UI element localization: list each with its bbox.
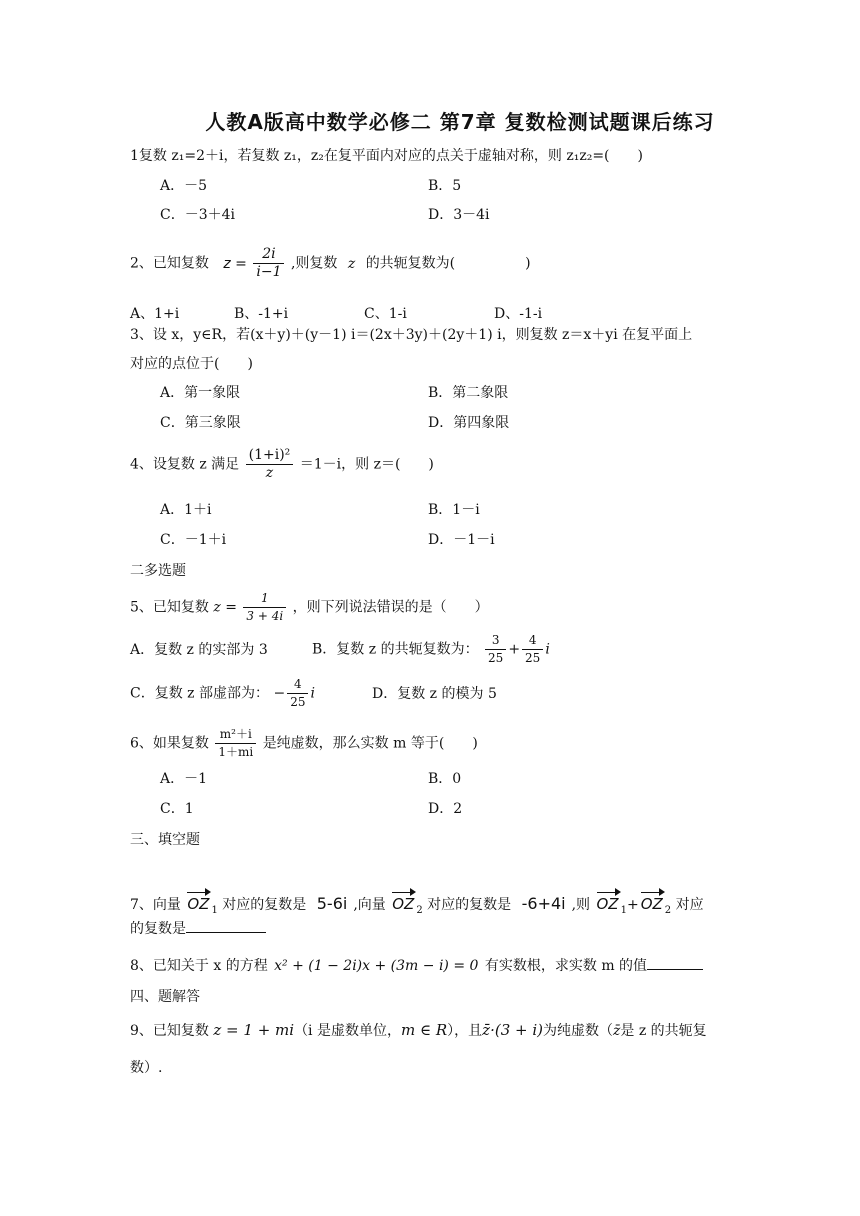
- q6-option-b: B．0: [428, 771, 462, 787]
- q2-suffix: ,则复数: [290, 255, 338, 272]
- q2-option-d: D、-1-i: [494, 306, 543, 322]
- q5-option-a: A．复数 z 的实部为 3: [130, 642, 268, 658]
- q8-suffix: 有实数根，求实数 m 的值: [484, 958, 648, 974]
- q7-v4: OZ: [640, 895, 663, 913]
- q5-c-num: 4: [287, 676, 308, 694]
- q6-option-a: A．－1: [160, 771, 208, 787]
- q9-mid3: 为纯虚数（: [543, 1023, 613, 1039]
- q7-v3-sub: 1: [620, 904, 627, 916]
- q7-v1: OZ: [187, 895, 210, 913]
- vector-oz1: [187, 892, 209, 914]
- q7-v2: OZ: [392, 895, 415, 913]
- q6-option-d: D．2: [428, 801, 463, 817]
- q5-suffix: ，则下列说法错误的是（ ）: [292, 599, 489, 616]
- q5-c-minus: −: [273, 685, 286, 702]
- question-4-stem: [130, 447, 434, 482]
- q2-var: z: [347, 255, 356, 272]
- q5-option-c: [130, 676, 315, 711]
- q5-b-f1-den: 25: [488, 651, 504, 665]
- vector-oz2: [392, 892, 414, 914]
- q9-mid2: ），且: [447, 1023, 483, 1039]
- question-7-stem-line1: [130, 892, 704, 921]
- q3-option-a: A．第一象限: [160, 385, 241, 401]
- q9-tail: 是 z 的共轭复: [620, 1023, 707, 1039]
- q7-v1-sub: 1: [211, 904, 218, 916]
- q2-formula-lhs: z =: [223, 255, 247, 272]
- q5-option-c-fraction: [287, 676, 308, 711]
- q6-fraction: [215, 726, 256, 761]
- q9-mid: （i 是虚数单位，: [294, 1023, 401, 1039]
- question-2-stem: [130, 246, 531, 281]
- q8-answer-blank: [647, 969, 703, 970]
- q5-fraction: [243, 590, 286, 625]
- q7-text-6: 对应: [675, 897, 704, 913]
- section-heading-multiple-choice: 二多选题: [130, 563, 186, 579]
- q6-option-c: C．1: [160, 801, 194, 817]
- q9-formula-3: z̄·(3 + i): [482, 1021, 543, 1039]
- q7-v3: OZ: [596, 895, 619, 913]
- q7-complex-1: 5-6i: [316, 894, 348, 913]
- q1-option-c: C．－3＋4i: [160, 207, 236, 223]
- q5-option-b-fraction-2: [522, 632, 543, 667]
- q1-option-a: A．－5: [160, 178, 208, 194]
- section-heading-fill-in: 三、填空题: [130, 832, 200, 848]
- question-8-stem: [130, 956, 703, 976]
- q4-option-d: D．－1－i: [428, 532, 495, 548]
- q4-option-c: C．－1＋i: [160, 532, 227, 548]
- q7-text-4: 对应的复数是: [427, 897, 512, 913]
- vector-oz2-sum-term: [641, 892, 663, 914]
- q7-text-2: 对应的复数是: [222, 897, 307, 913]
- q2-fraction-numerator: 2i: [253, 246, 284, 264]
- q3-option-d: D．第四象限: [428, 415, 510, 431]
- q7-v4-sub: 2: [664, 904, 672, 916]
- q7-line2-text: 的复数是: [130, 921, 186, 937]
- q5-b-f2-den: 25: [525, 651, 541, 665]
- q6-fraction-denominator: 1＋mi: [218, 745, 254, 759]
- q5-option-c-text: C．复数 z 部虚部为：: [130, 685, 269, 702]
- question-6-stem: [130, 726, 478, 761]
- q4-fraction: [246, 447, 294, 482]
- q1-option-b: B．5: [428, 178, 462, 194]
- vector-oz1-sum-term: [597, 892, 619, 914]
- q6-suffix: 是纯虚数，那么实数 m 等于( ): [262, 735, 478, 752]
- q7-answer-blank: [186, 932, 266, 933]
- q5-option-d: D．复数 z 的模为 5: [372, 686, 497, 702]
- q5-b-f2-num: 4: [522, 632, 543, 650]
- q5-option-b-fraction-1: [485, 632, 506, 667]
- q9-formula-2: m ∈ R: [401, 1021, 448, 1039]
- q2-option-a: A、1+i: [130, 306, 180, 322]
- section-heading-solutions: 四、题解答: [130, 989, 200, 1005]
- q3-option-b: B．第二象限: [428, 385, 509, 401]
- q4-option-a: A．1＋i: [160, 502, 212, 518]
- q5-b-f1-num: 3: [485, 632, 506, 650]
- question-3-stem-line2: 对应的点位于( ): [130, 356, 253, 372]
- q4-fraction-denominator: z: [265, 465, 274, 481]
- q7-plus: +: [626, 897, 639, 913]
- q6-fraction-numerator: m²＋i: [215, 726, 256, 744]
- q4-prefix: 4、设复数 z 满足: [130, 456, 240, 473]
- q2-option-b: B、-1+i: [234, 306, 289, 322]
- q5-b-tail: i: [545, 641, 550, 658]
- question-7-stem-line2: [130, 919, 266, 939]
- q7-text-3: ,向量: [353, 897, 386, 913]
- q5-c-den: 25: [290, 695, 306, 709]
- q5-formula-lhs: z =: [213, 599, 237, 616]
- q9-formula-1: z = 1 + mi: [213, 1021, 295, 1039]
- page-title: 人教A版高中数学必修二 第7章 复数检测试题课后练习: [205, 110, 715, 134]
- q4-suffix: ＝1－i，则 z＝( ): [299, 456, 434, 473]
- q3-option-c: C．第三象限: [160, 415, 241, 431]
- q2-fraction-denominator: i−1: [256, 264, 282, 280]
- q6-prefix: 6、如果复数: [130, 735, 209, 752]
- q5-fraction-numerator: 1: [243, 590, 286, 608]
- q7-complex-2: -6+4i: [521, 894, 566, 913]
- q9-zbar: z̄: [613, 1023, 621, 1039]
- question-9-stem-line1: [130, 1020, 707, 1041]
- q2-fraction: [253, 246, 284, 281]
- q1-option-d: D．3－4i: [428, 207, 490, 223]
- q5-fraction-denominator: 3 + 4i: [246, 609, 284, 623]
- q8-equation: x² + (1 − 2i)x + (3m − i) = 0: [274, 958, 479, 974]
- q5-c-tail: i: [310, 685, 315, 702]
- q4-fraction-numerator: (1+i)²: [246, 447, 294, 465]
- q7-text-5: ,则: [571, 897, 591, 913]
- q5-b-plus: +: [508, 641, 521, 658]
- question-1-stem: 1复数 z₁=2＋i，若复数 z₁，z₂在复平面内对应的点关于虚轴对称，则 z₁z₂=( ): [130, 148, 643, 164]
- q2-suffix2: 的共轭复数为( ): [365, 255, 531, 272]
- q7-v2-sub: 2: [416, 904, 423, 916]
- question-9-stem-line2: 数）.: [130, 1060, 163, 1076]
- question-3-stem-line1: 3、设 x，y∈R，若(x＋y)＋(y－1) i＝(2x＋3y)＋(2y＋1) i，则复数 z＝x＋yi 在复平面上: [130, 327, 693, 343]
- q9-prefix: 9、已知复数: [130, 1023, 209, 1039]
- question-5-stem: [130, 590, 489, 625]
- q5-option-b: [312, 632, 550, 667]
- q8-prefix: 8、已知关于 x 的方程: [130, 958, 268, 974]
- q5-prefix: 5、已知复数: [130, 599, 209, 616]
- q2-option-c: C、1-i: [364, 306, 407, 322]
- q5-option-b-text: B．复数 z 的共轭复数为：: [312, 641, 479, 658]
- q4-option-b: B．1－i: [428, 502, 480, 518]
- q7-text-1: 7、向量: [130, 897, 181, 913]
- q2-prefix: 2、已知复数: [130, 255, 209, 272]
